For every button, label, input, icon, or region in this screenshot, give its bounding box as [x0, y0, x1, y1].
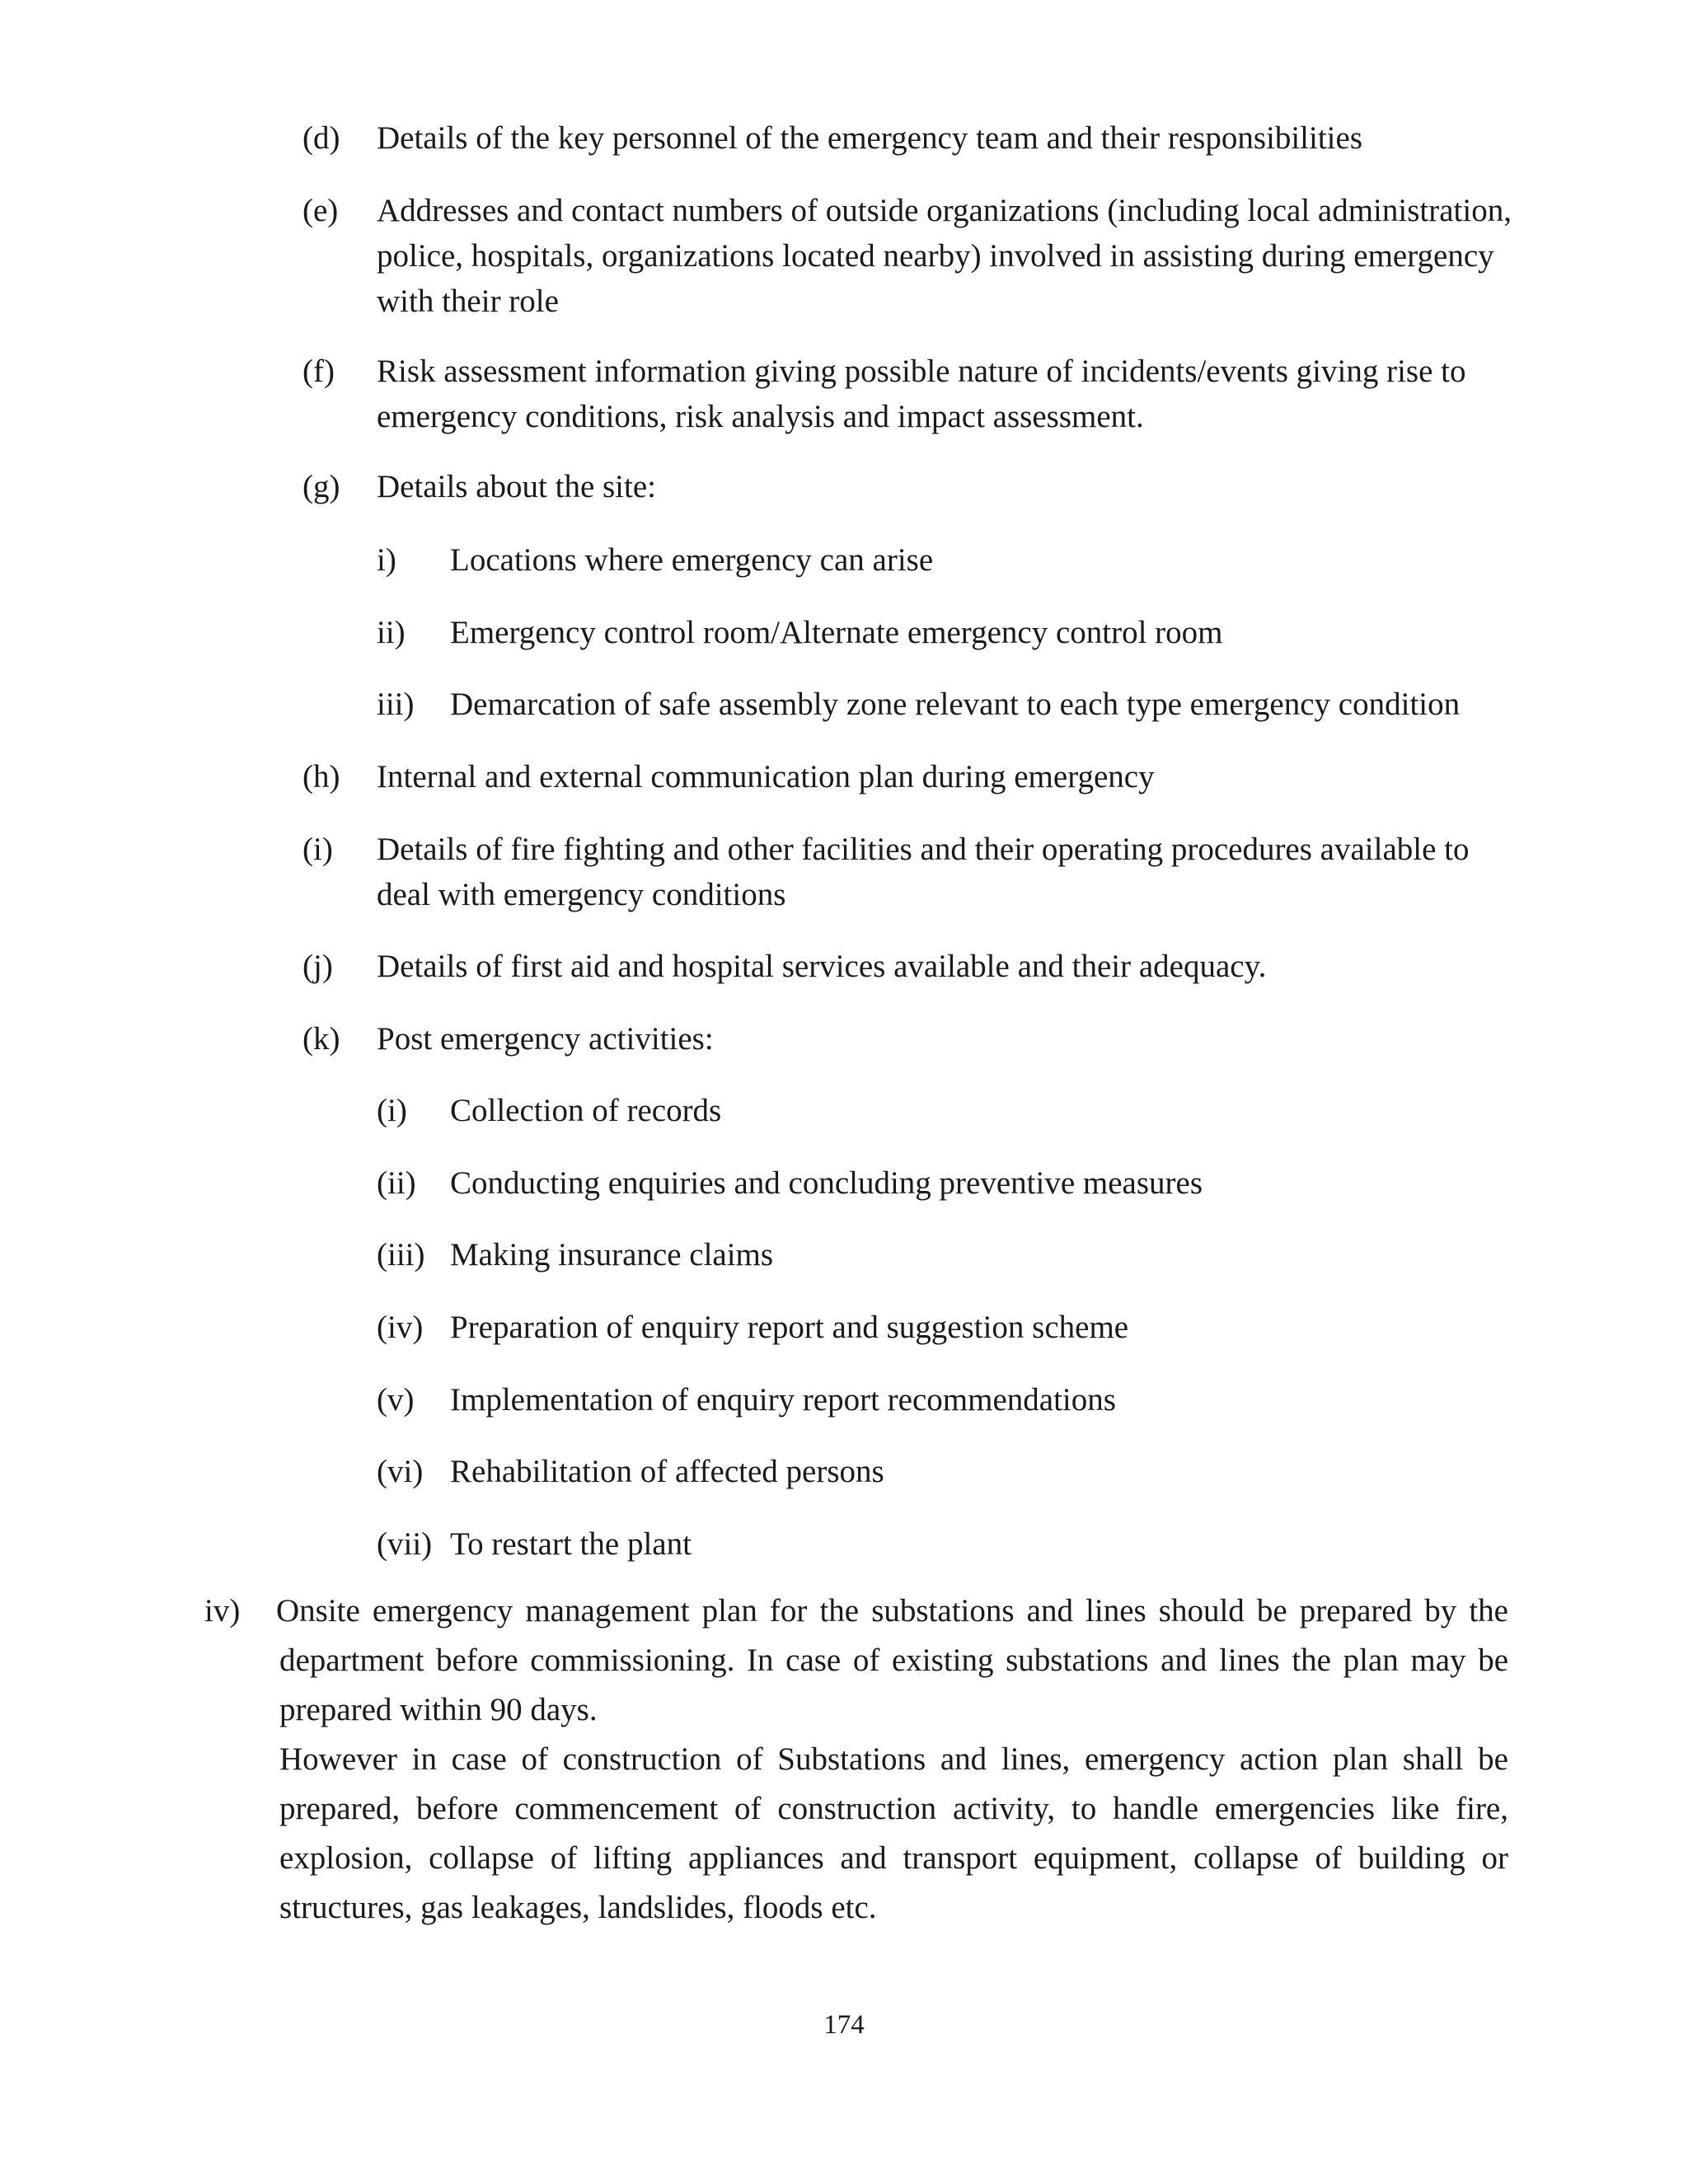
item-label: (f): [302, 354, 335, 389]
item-label: (ii): [377, 1165, 416, 1201]
post-emergency-item-1: [377, 1088, 1506, 1133]
section-iv-paragraph-1: Onsite emergency management plan for the substations and lines should be prepared by the department before commissioning. In case of existing substations and lines the plan may be prepared within 90 days.: [276, 1593, 1508, 1727]
item-label: ii): [377, 615, 406, 650]
list-item-i: [302, 827, 1506, 917]
item-label: (i): [302, 832, 333, 867]
item-label: iii): [377, 687, 415, 722]
item-label: (e): [302, 193, 339, 228]
list-item-d: [302, 115, 1506, 161]
item-label: (j): [302, 949, 333, 984]
item-label: (k): [302, 1021, 340, 1057]
site-detail-item-1: [377, 537, 1506, 583]
item-text: Details of first aid and hospital services available and their adequacy.: [377, 949, 1267, 984]
list-item-e: [302, 188, 1512, 324]
item-label: (iv): [377, 1310, 424, 1345]
list-item-g: [302, 464, 1506, 509]
item-text: Rehabilitation of affected persons: [450, 1454, 884, 1489]
list-item-j: [302, 944, 1506, 989]
list-item-k: [302, 1016, 1506, 1062]
item-text: Locations where emergency can arise: [450, 542, 934, 578]
section-iv: [204, 1586, 1508, 1933]
item-text: Preparation of enquiry report and suggestion scheme: [450, 1310, 1129, 1345]
item-label: (v): [377, 1382, 415, 1418]
section-iv-label: iv): [204, 1593, 241, 1629]
item-text: Details of fire fighting and other facilities and their operating procedures available to deal with emergency conditions: [377, 832, 1470, 912]
post-emergency-item-4: [377, 1305, 1506, 1350]
page-number: 174: [823, 2010, 865, 2040]
item-label: (vi): [377, 1454, 424, 1489]
item-text: Collection of records: [450, 1093, 722, 1128]
item-label: (iii): [377, 1237, 425, 1272]
item-text: Implementation of enquiry report recommendations: [450, 1382, 1116, 1418]
site-detail-item-3: [377, 682, 1506, 727]
post-emergency-item-2: [377, 1160, 1506, 1206]
item-text: Risk assessment information giving possible nature of incidents/events giving rise to emergency conditions, risk analysis and impact assessment.: [377, 354, 1466, 434]
item-label: (vii): [377, 1526, 433, 1562]
list-item-f: [302, 349, 1506, 439]
list-item-h: [302, 754, 1506, 799]
item-text: Internal and external communication plan during emergency: [377, 759, 1155, 794]
item-label: (i): [377, 1093, 407, 1128]
item-label: (d): [302, 120, 340, 156]
item-text: Conducting enquiries and concluding preventive measures: [450, 1165, 1203, 1201]
item-text: Demarcation of safe assembly zone relevant to each type emergency condition: [450, 687, 1461, 722]
item-label: (g): [302, 469, 340, 504]
item-text: Post emergency activities:: [377, 1021, 714, 1057]
post-emergency-item-5: [377, 1377, 1506, 1422]
item-text: Details about the site:: [377, 469, 657, 504]
post-emergency-item-7: [377, 1521, 1506, 1567]
item-text: Addresses and contact numbers of outside organizations (including local administration, police, hospitals, organizations located nearby) involved in assisting during emergency with their role: [377, 193, 1512, 319]
item-label: (h): [302, 759, 340, 794]
post-emergency-item-3: [377, 1232, 1506, 1277]
site-detail-item-2: [377, 610, 1506, 655]
item-text: To restart the plant: [450, 1526, 692, 1562]
section-iv-paragraph-2: However in case of construction of Substations and lines, emergency action plan shall be prepared, before commencement of construction activity, to handle emergencies like fire, explosion, collapse of lifting appliances and transport equipment, collapse of building or structures, gas leakages, landslides, floods etc.: [279, 1741, 1508, 1925]
item-text: Details of the key personnel of the emergency team and their responsibilities: [377, 120, 1362, 156]
post-emergency-item-6: [377, 1449, 1506, 1494]
item-label: i): [377, 542, 396, 578]
item-text: Emergency control room/Alternate emergency control room: [450, 615, 1223, 650]
item-text: Making insurance claims: [450, 1237, 774, 1272]
